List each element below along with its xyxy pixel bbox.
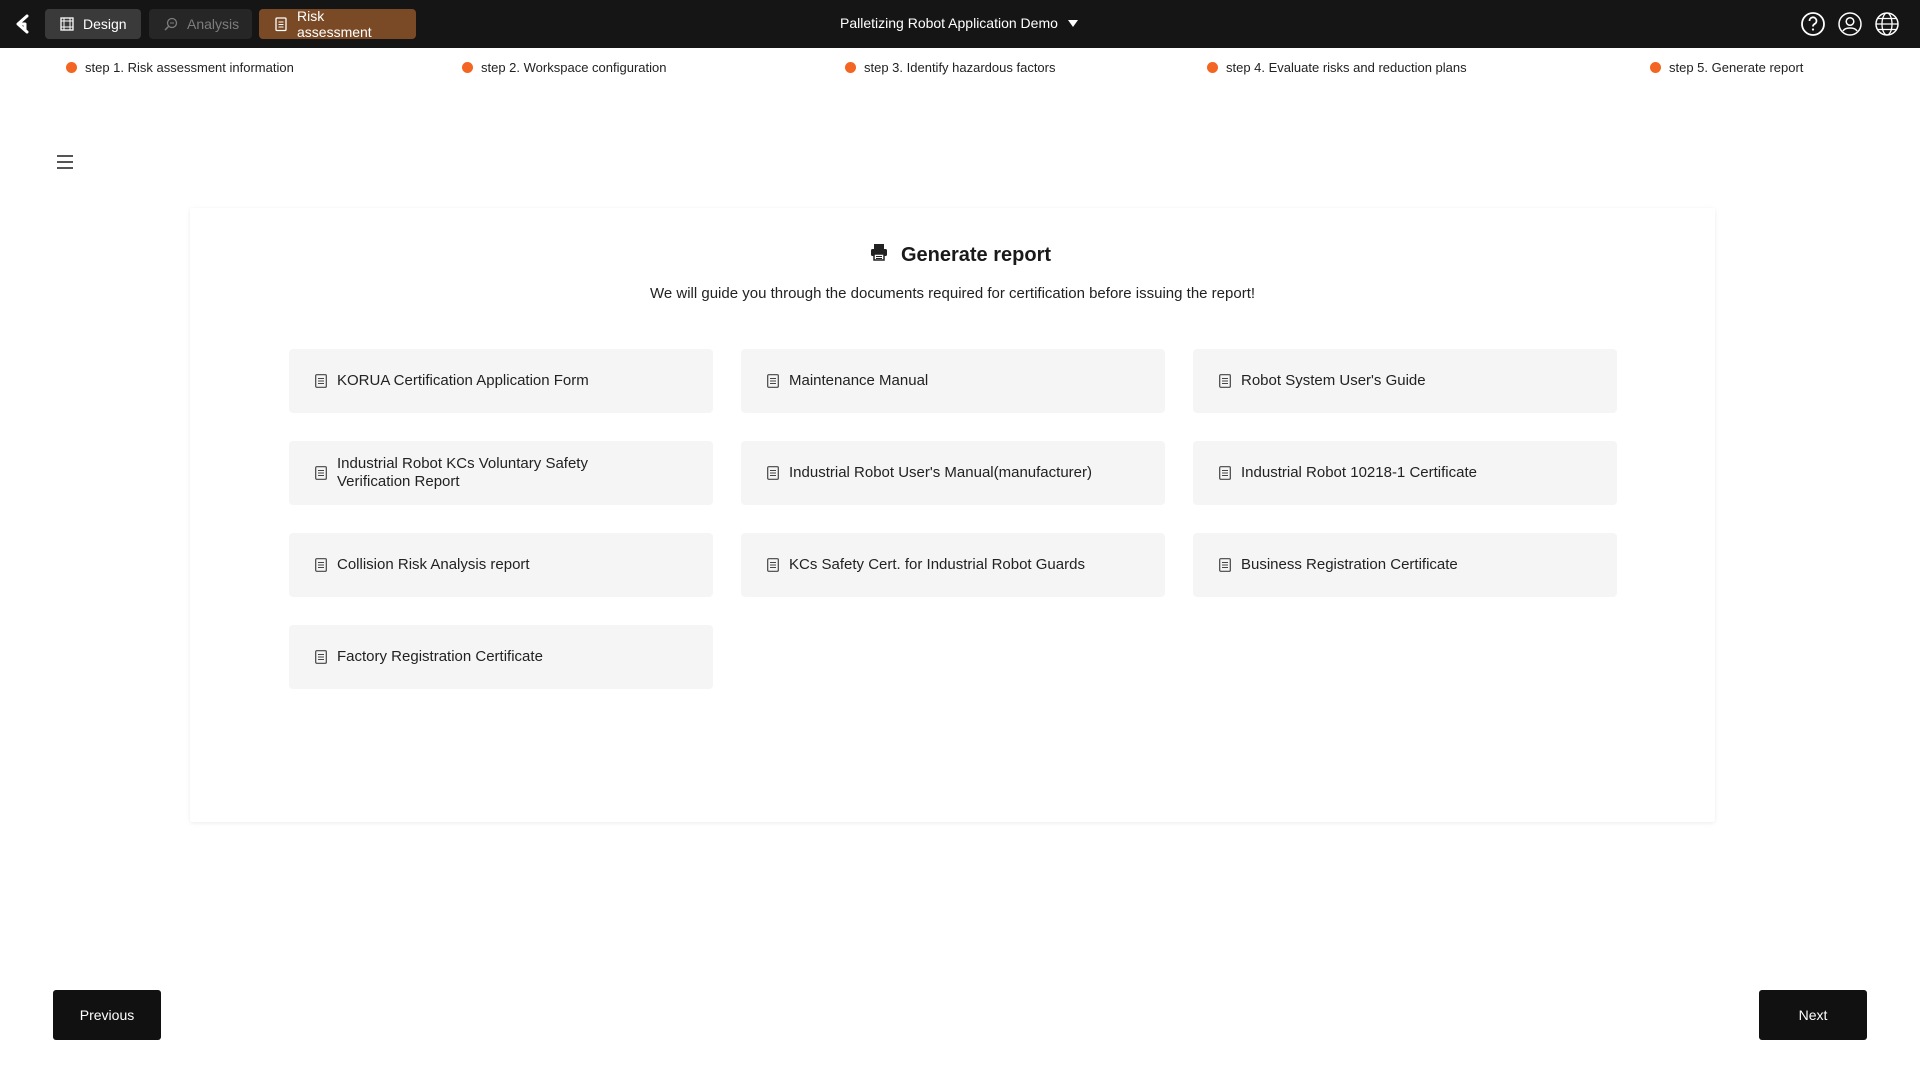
step-label: step 4. Evaluate risks and reduction plans [1226,60,1467,75]
document-item[interactable] [741,349,1165,413]
document-item[interactable] [289,533,713,597]
document-icon [767,466,779,480]
next-button[interactable]: Next [1759,990,1867,1040]
chevron-down-icon [1068,20,1078,27]
document-label: Collision Risk Analysis report [337,556,530,573]
design-frame-icon [59,16,75,32]
document-label: Business Registration Certificate [1241,556,1458,573]
analysis-icon [163,16,179,32]
document-icon [1219,466,1231,480]
tab-risk-assessment-label: Risk assessment [297,8,372,40]
step-label: step 1. Risk assessment information [85,60,294,75]
step-4[interactable] [1207,60,1467,75]
document-label: KORUA Certification Application Form [337,372,589,389]
document-icon [767,558,779,572]
page-subtitle: We will guide you through the documents required for certification before issuing the report! [649,285,1256,302]
user-icon[interactable] [1837,11,1863,37]
step-dot [462,62,473,73]
top-bar [0,0,1920,48]
document-item[interactable] [741,441,1165,505]
document-icon [1219,374,1231,388]
document-item[interactable] [1193,441,1617,505]
globe-icon[interactable] [1874,11,1900,37]
step-dot [845,62,856,73]
document-icon [315,558,327,572]
document-label: Industrial Robot KCs Voluntary Safety Verification Report [337,455,588,490]
step-label: step 3. Identify hazardous factors [864,60,1056,75]
document-icon [1219,558,1231,572]
tab-design-label: Design [83,16,127,32]
document-label: Industrial Robot User's Manual(manufacturer) [789,464,1092,481]
document-label: Factory Registration Certificate [337,648,543,665]
step-5[interactable] [1650,60,1803,75]
document-label: KCs Safety Cert. for Industrial Robot Guards [789,556,1085,573]
step-1[interactable] [66,60,294,75]
document-item[interactable] [289,441,713,505]
document-icon [315,466,327,480]
previous-button[interactable]: Previous [53,990,161,1040]
document-icon [315,374,327,388]
tab-analysis-label: Analysis [187,16,240,32]
document-item[interactable] [1193,533,1617,597]
page-title-text: Generate report [900,243,1052,266]
page-title [0,242,1920,268]
document-label: Industrial Robot 10218-1 Certificate [1241,464,1477,481]
document-item[interactable] [289,349,713,413]
clipboard-icon [273,16,289,32]
step-label: step 2. Workspace configuration [481,60,667,75]
back-arrow-icon[interactable] [12,12,38,36]
document-label: Robot System User's Guide [1241,372,1426,389]
step-dot [1207,62,1218,73]
document-icon [767,374,779,388]
tab-design[interactable] [45,9,141,39]
project-title: Palletizing Robot Application Demo [840,15,1058,31]
step-3[interactable] [845,60,1056,75]
project-selector[interactable] [840,15,1078,31]
step-dot [66,62,77,73]
document-item[interactable] [1193,349,1617,413]
help-icon[interactable] [1800,11,1826,37]
step-dot [1650,62,1661,73]
document-icon [315,650,327,664]
printer-icon [869,242,889,268]
document-item[interactable] [741,533,1165,597]
document-label: Maintenance Manual [789,372,929,389]
step-2[interactable] [462,60,666,75]
hamburger-menu-icon[interactable] [57,155,73,169]
tab-risk-assessment[interactable] [259,9,416,39]
document-item[interactable] [289,625,713,689]
step-label: step 5. Generate report [1669,60,1804,75]
tab-analysis[interactable] [149,9,252,39]
